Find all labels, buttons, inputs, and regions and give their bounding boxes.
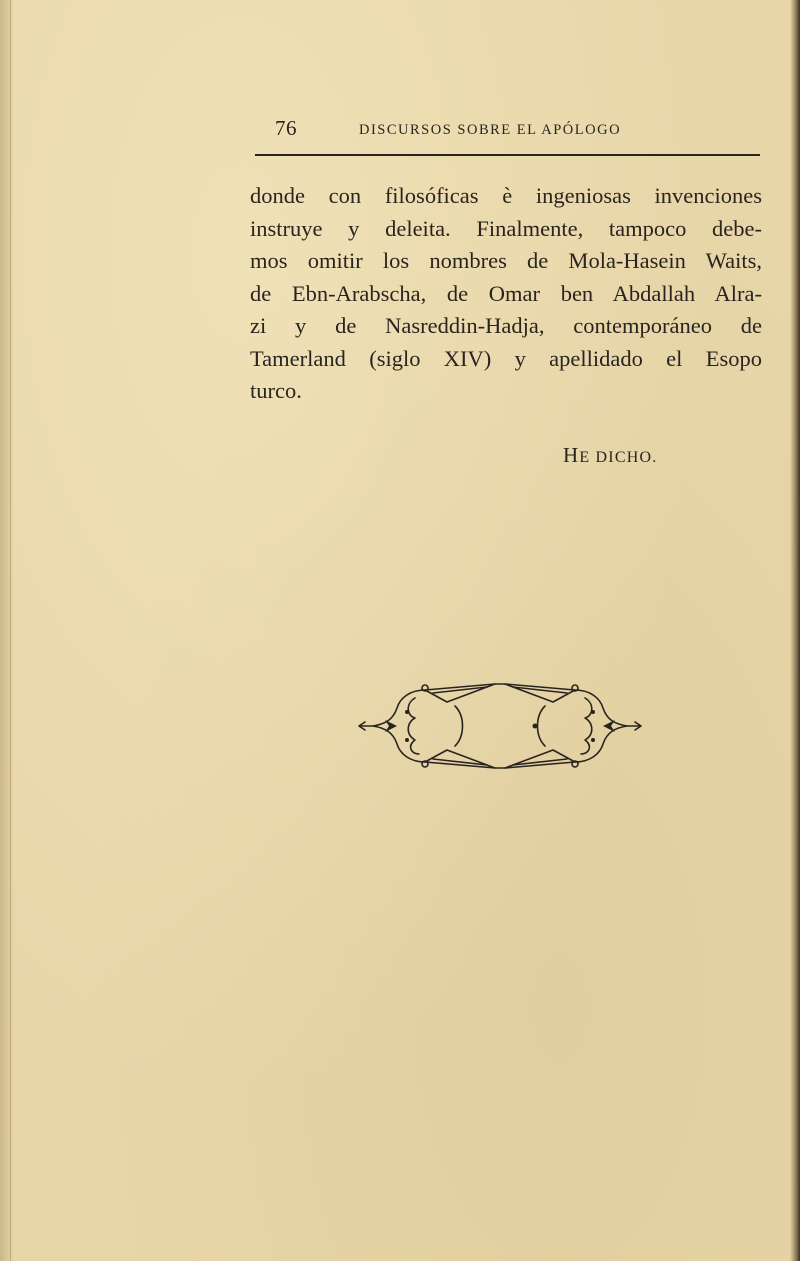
text-line: zi y de Nasreddin-Hadja, contemporáneo de (250, 313, 762, 338)
text-line: de Ebn-Arabscha, de Omar ben Abdallah Alra- (250, 280, 762, 306)
text-line: Tamerland (siglo XIV) y apellidado el Esopo (250, 345, 762, 371)
gutter-line (10, 0, 11, 1261)
text-line: instruye y deleita. Finalmente, tampoco debe- (250, 215, 762, 241)
text-line: mos omitir los nombres de Mola-Hasein Waits, (250, 248, 762, 273)
text-line: donde con filosóficas è ingeniosas invenciones (250, 183, 762, 208)
page-edge (790, 0, 800, 1261)
page-header (255, 116, 760, 146)
header-rule (255, 154, 760, 156)
page-number: 76 (275, 116, 297, 140)
running-head: DISCURSOS SOBRE EL APÓLOGO (359, 122, 622, 138)
text-line: turco. (250, 378, 302, 403)
signoff (563, 443, 657, 468)
signoff-rest: E DICHO. (579, 449, 658, 466)
page-gutter (0, 0, 14, 1261)
signoff-initial: H (563, 443, 580, 467)
tailpiece-ornament-icon (355, 676, 645, 776)
body-paragraph (250, 180, 762, 408)
